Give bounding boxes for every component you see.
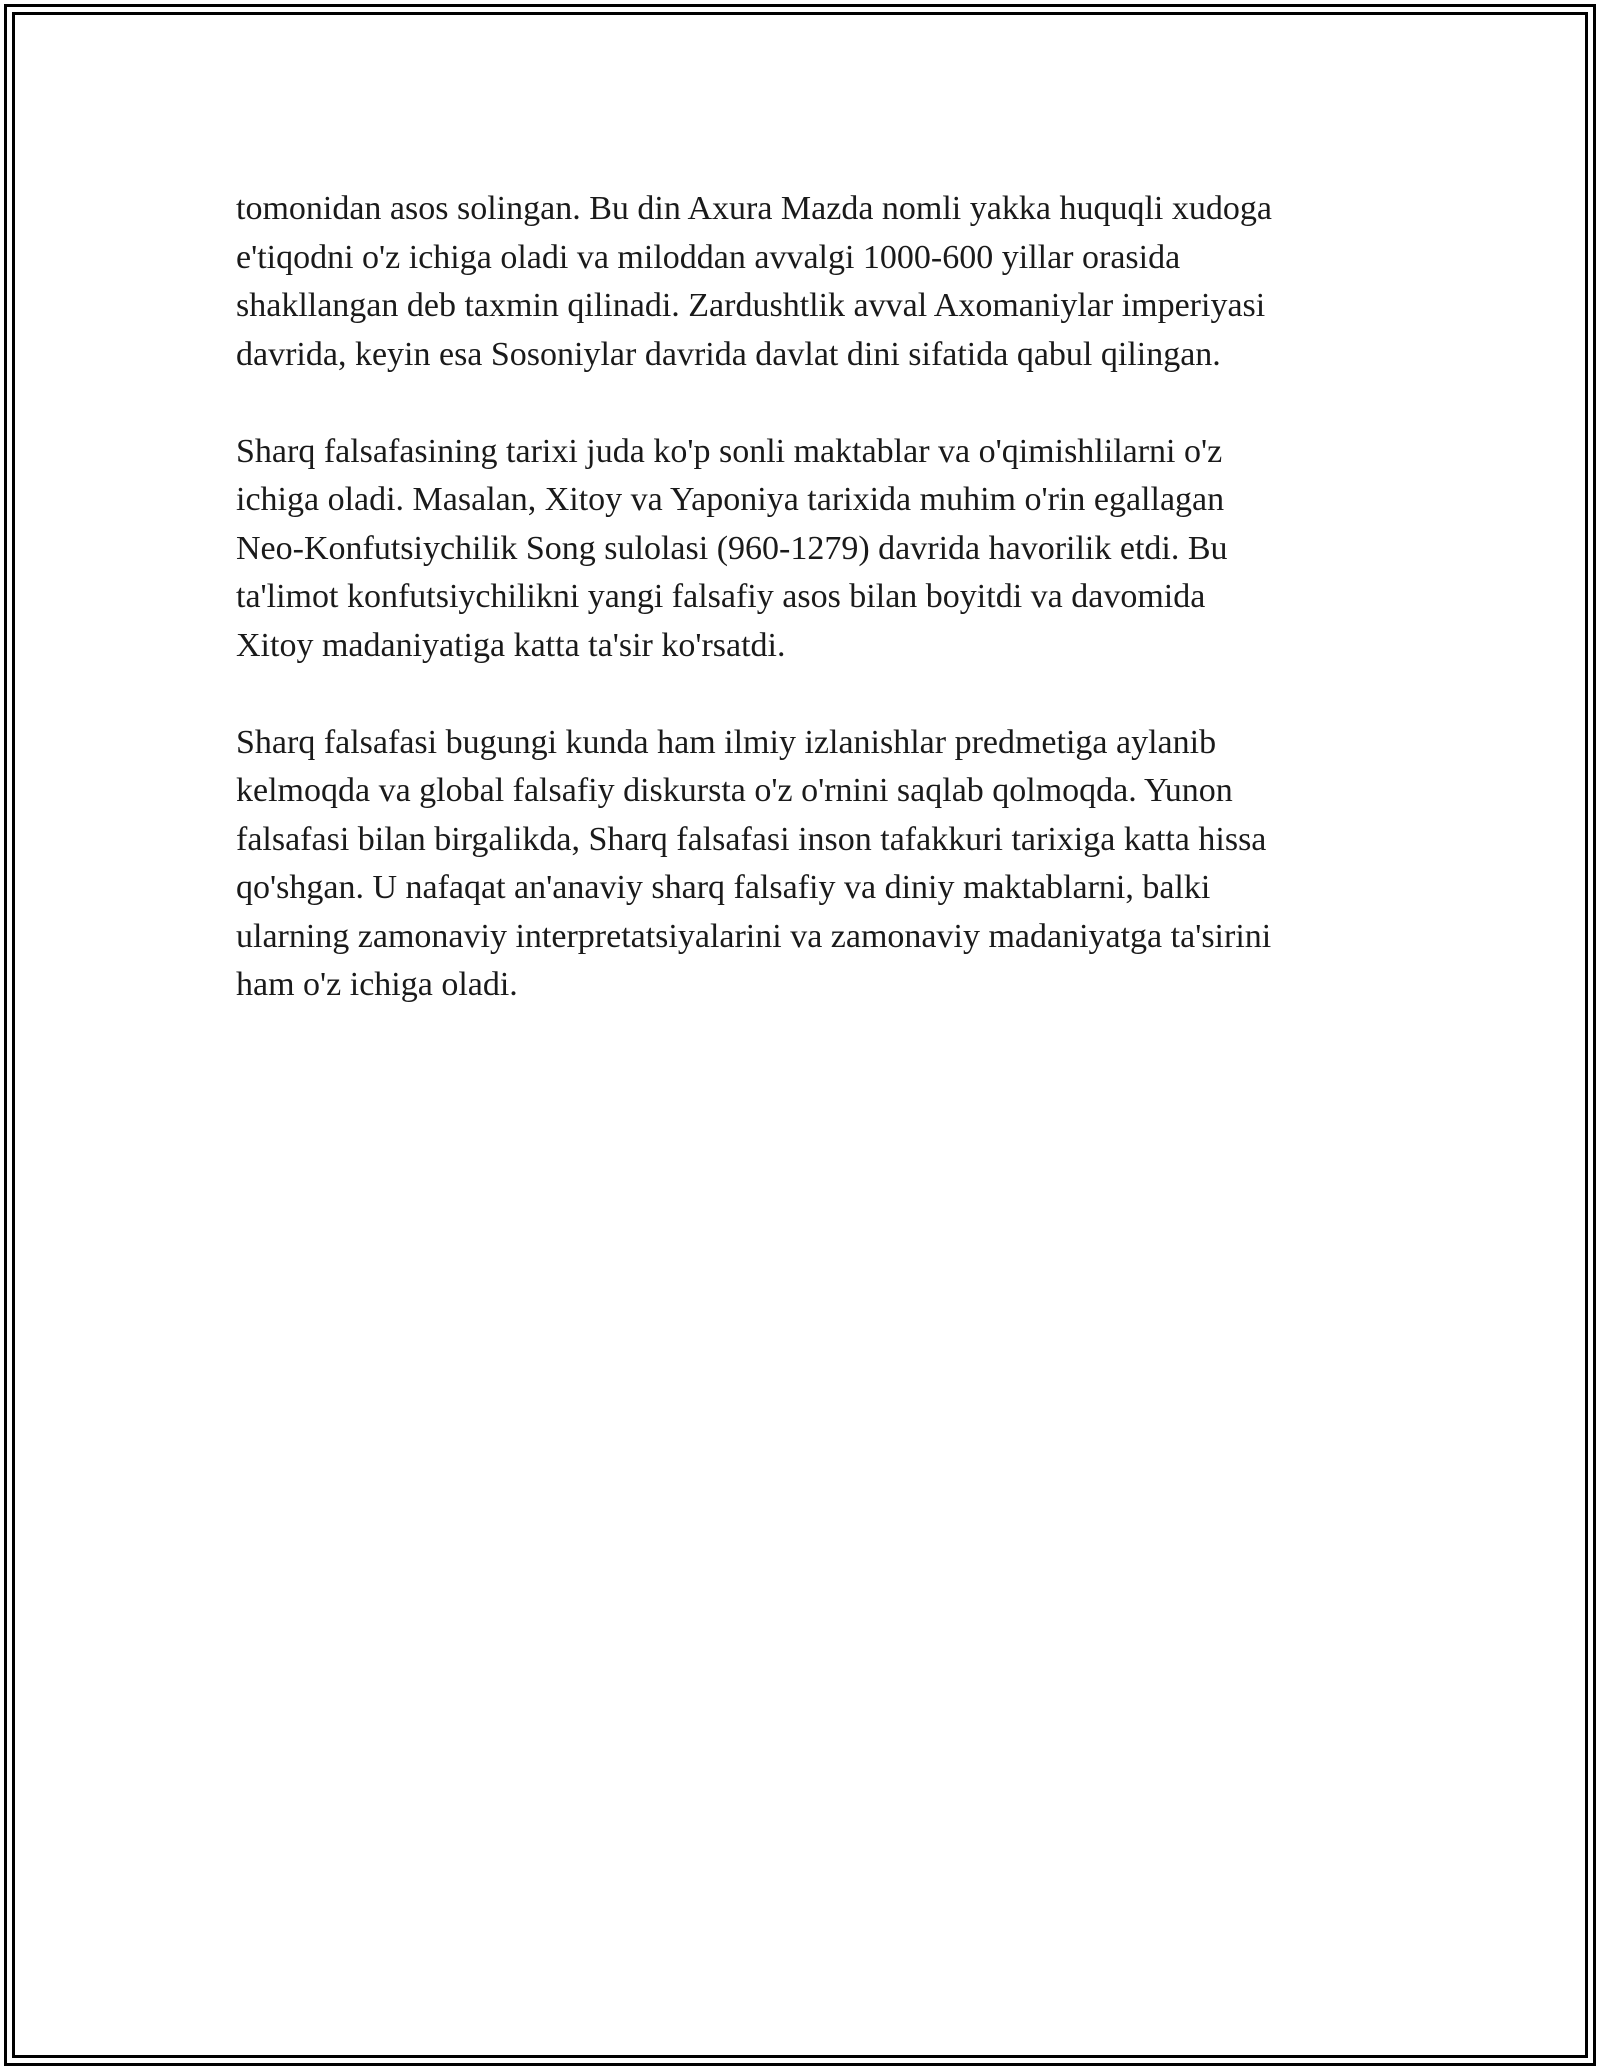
text-line: shakllangan deb taxmin qilinadi. Zardushtlik avval Axomaniylar imperiyasi: [236, 287, 1266, 324]
text-line: Xitoy madaniyatiga katta ta'sir ko'rsatdi.: [236, 626, 786, 664]
paragraph-2: [236, 428, 1366, 671]
paragraph-1: [236, 185, 1366, 379]
text-line: e'tiqodni o'z ichiga oladi va miloddan avvalgi 1000-600 yillar orasida: [236, 238, 1181, 276]
text-line: qo'shgan. U nafaqat an'anaviy sharq falsafiy va diniy maktablarni, balki: [236, 869, 1211, 906]
text-line: falsafasi bilan birgalikda, Sharq falsafasi inson tafakkuri tarixiga katta hissa: [236, 820, 1267, 858]
text-line: kelmoqda va global falsafiy diskursta o'z o'rnini saqlab qolmoqda. Yunon: [236, 772, 1233, 809]
text-line: Neo-Konfutsiychilik Song sulolasi (960-1279) davrida havorilik etdi. Bu: [236, 529, 1228, 567]
text-line: ham o'z ichiga oladi.: [236, 966, 518, 1003]
text-line: Sharq falsafasining tarixi juda ko'p sonli maktablar va o'qimishlilarni o'z: [236, 432, 1223, 470]
text-line: tomonidan asos solingan. Bu din Axura Mazda nomli yakka huquqli xudoga: [236, 190, 1272, 227]
text-line: ichiga oladi. Masalan, Xitoy va Yaponiya tarixida muhim o'rin egallagan: [236, 481, 1225, 518]
text-line: ularning zamonaviy interpretatsiyalarini va zamonaviy madaniyatga ta'sirini: [236, 917, 1272, 955]
text-line: Sharq falsafasi bugungi kunda ham ilmiy izlanishlar predmetiga aylanib: [236, 723, 1217, 761]
document-body: [236, 185, 1366, 1058]
text-line: davrida, keyin esa Sosoniylar davrida davlat dini sifatida qabul qilingan.: [236, 335, 1221, 373]
paragraph-3: [236, 719, 1366, 1010]
text-line: ta'limot konfutsiychilikni yangi falsafiy asos bilan boyitdi va davomida: [236, 578, 1206, 615]
